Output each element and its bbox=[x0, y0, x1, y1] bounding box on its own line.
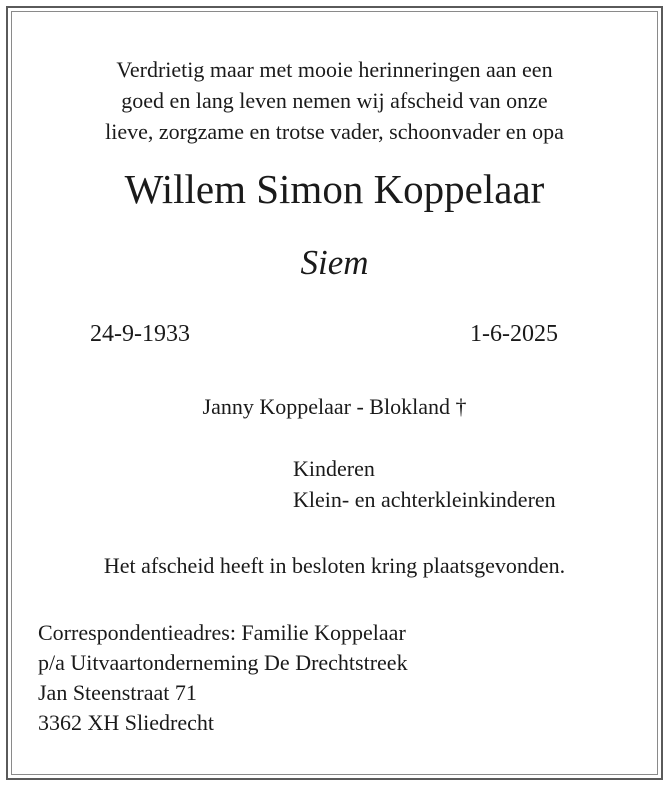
deceased-nickname: Siem bbox=[300, 243, 369, 282]
death-date: 1-6-2025 bbox=[470, 321, 558, 347]
correspondence-address bbox=[38, 618, 408, 738]
intro-text bbox=[12, 54, 657, 147]
ceremony-note: Het afscheid heeft in besloten kring plaatsgevonden. bbox=[103, 553, 566, 578]
spouse-name: Janny Koppelaar - Blokland † bbox=[202, 394, 467, 419]
deceased-full-name: Willem Simon Koppelaar bbox=[124, 166, 545, 212]
intro-line: lieve, zorgzame en trotse vader, schoonvader en opa bbox=[105, 119, 564, 144]
birth-date: 24-9-1933 bbox=[90, 321, 190, 347]
address-line: p/a Uitvaartonderneming De Drechtstreek bbox=[38, 650, 408, 675]
relatives-line: Kinderen bbox=[293, 456, 375, 481]
relatives-list bbox=[293, 453, 556, 515]
intro-line: Verdrietig maar met mooie herinneringen aan een bbox=[116, 57, 553, 82]
death-notice bbox=[12, 12, 657, 774]
relatives-line: Klein- en achterkleinkinderen bbox=[293, 487, 556, 512]
address-line: 3362 XH Sliedrecht bbox=[38, 710, 214, 735]
intro-line: goed en lang leven nemen wij afscheid van onze bbox=[121, 88, 548, 113]
address-line: Correspondentieadres: Familie Koppelaar bbox=[38, 620, 406, 645]
address-line: Jan Steenstraat 71 bbox=[38, 680, 197, 705]
